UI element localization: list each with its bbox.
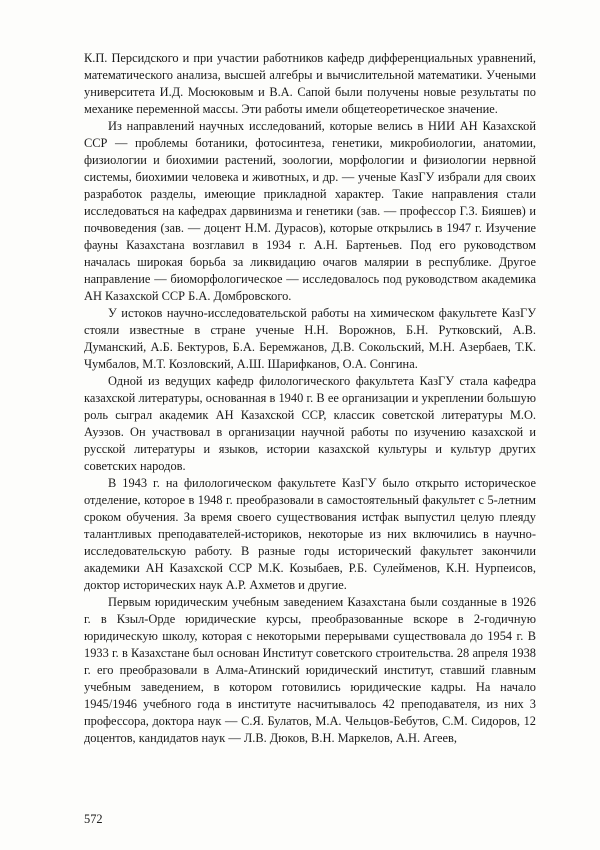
paragraph-6: Первым юридическим учебным заведением Казахстана были созданные в 1926 г. в Кзыл-Орде юридические курсы, преобразованные вскоре в 2-годичную юридическую школу, которая с некоторыми перерывами существовала до 1954 г. В 1933 г. в Казахстане был основан Институт советского строительства. 28 апреля 1938 г. его преобразовали в Алма-Атинский юридический институт, ставший главным учебным заведением, в котором готовились юридические кадры. На начало 1945/1946 учебного года в институте насчитывалось 42 преподавателя, из них 3 профессора, доктора наук — С.Я. Булатов, М.А. Чельцов-Бебутов, С.М. Сидоров, 12 доцентов, кандидатов наук — Л.В. Дюков, В.Н. Маркелов, А.Н. Агеев, <box>84 595 536 745</box>
paragraph-5: В 1943 г. на филологическом факультете КазГУ было открыто историческое отделение, которое в 1948 г. преобразовали в самостоятельный факультет с 5-летним сроком обучения. За время своего существования истфак выпустил целую плеяду талантливых преподавателей-историков, некоторые из них включились в научно-исследовательскую работу. В разные годы исторический факультет закончили академики АН Казахской ССР М.К. Козыбаев, Р.Б. Сулейменов, К.Н. Нурпеисов, доктор исторических наук А.Р. Ахметов и другие. <box>84 476 536 592</box>
paragraph-4: Одной из ведущих кафедр филологического факультета КазГУ стала кафедра казахской литературы, основанная в 1940 г. В ее организации и укреплении большую роль сыграл академик АН Казахской ССР, классик советской литературы М.О. Ауэзов. Он участвовал в организации научной работы по изучению казахской и русской литературы и языков, истории казахской культуры и культур других советских народов. <box>84 374 536 473</box>
body-text <box>84 50 536 747</box>
paragraph-3: У истоков научно-исследовательской работы на химическом факультете КазГУ стояли известные в стране ученые Н.Н. Ворожнов, Б.Н. Рутковский, А.В. Думанский, А.Б. Бектуров, Б.А. Беремжанов, Д.В. Сокольский, М.Н. Азербаев, Т.К. Чумбалов, М.Т. Козловский, А.Ш. Шарифканов, О.А. Сонгина. <box>84 306 536 371</box>
paragraph-1: К.П. Персидского и при участии работников кафедр дифференциальных уравнений, математического анализа, высшей алгебры и вычислительной математики. Учеными университета И.Д. Мосюковым и В.А. Сапой были получены новые результаты по механике переменной массы. Эти работы имели общетеоретическое значение. <box>84 51 536 116</box>
page-number: 572 <box>84 812 103 826</box>
paragraph-2: Из направлений научных исследований, которые велись в НИИ АН Казахской ССР — проблемы ботаники, фотосинтеза, генетики, микробиологии, анатомии, физиологии и биохимии растений, зоологии, морфологии и физиологии нервной системы, биохимии человека и животных, и др. — ученые КазГУ избрали для своих разработок разделы, имеющие прикладной характер. Такие направления стали исследоваться на кафедрах дарвинизма и генетики (зав. — профессор Г.З. Бияшев) и почвоведения (зав. — доцент Н.М. Дурасов), которые открылись в 1947 г. Изучение фауны Казахстана возглавил в 1934 г. А.Н. Бартеньев. Под его руководством началась широкая борьба за ликвидацию очагов малярии в республике. Другое направление — биоморфологическое — исследовалось под руководством академика АН Казахской ССР Б.А. Домбровского. <box>84 119 536 303</box>
